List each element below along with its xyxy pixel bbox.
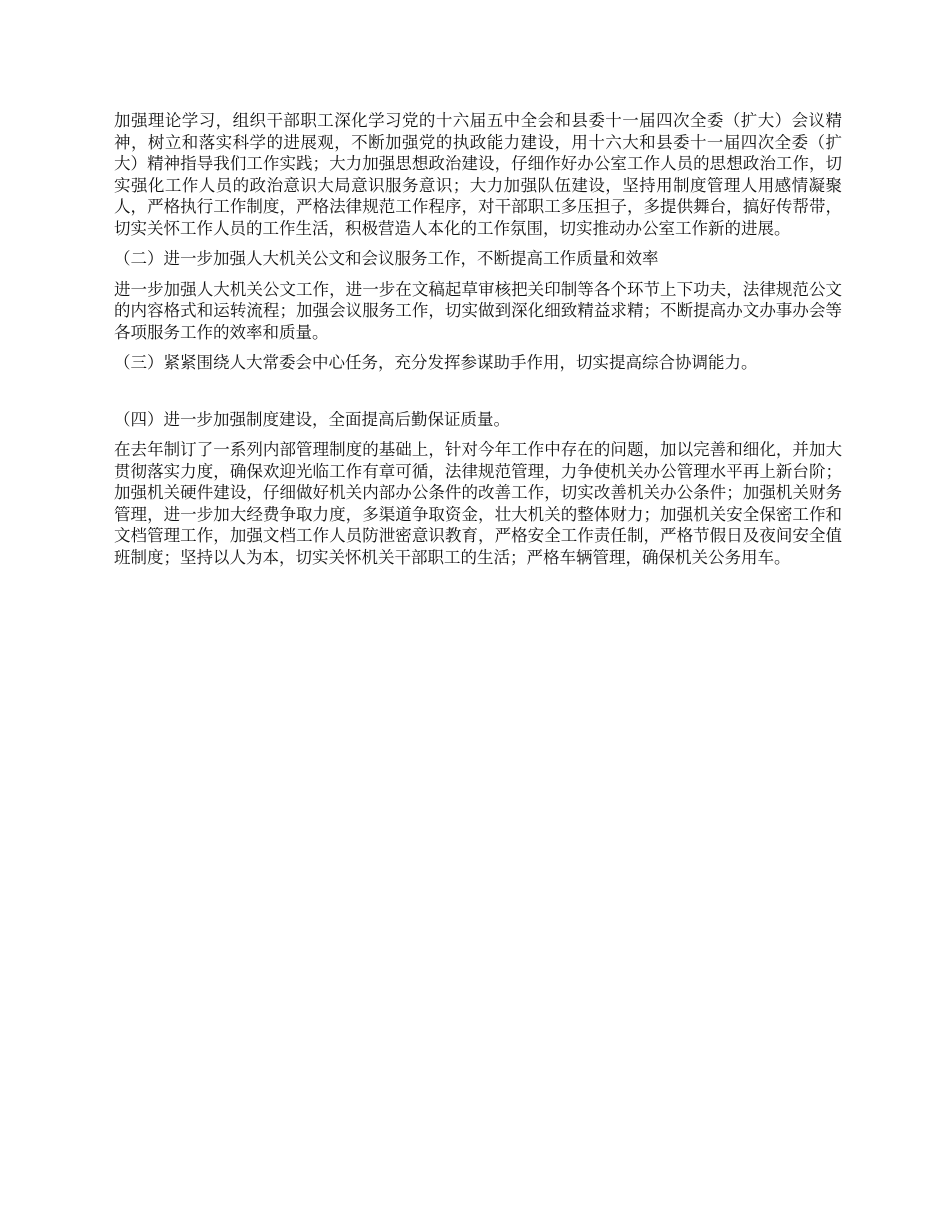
paragraph-document-service: 进一步加强人大机关公文工作，进一步在文稿起草审核把关印制等各个环节上下功夫，法律规范公文的内容格式和运转流程；加强会议服务工作，切实做到深化细致精益求精；不断提高办文办事办会等各项服务工作的效率和质量。 [114, 279, 842, 342]
section-heading-2: （二）进一步加强人大机关公文和会议服务工作，不断提高工作质量和效率 [114, 249, 659, 268]
section-heading-4: （四）进一步加强制度建设，全面提高后勤保证质量。 [114, 409, 510, 429]
section-heading-3: （三）紧紧围绕人大常委会中心任务，充分发挥参谋助手作用，切实提高综合协调能力。 [114, 353, 758, 372]
paragraph-theory-study: 加强理论学习，组织干部职工深化学习党的十六届五中全会和县委十一届四次全委（扩大）会议精神，树立和落实科学的进展观，不断加强党的执政能力建设，用十六大和县委十一届四次全委（扩大）精神指导我们工作实践；大力加强思想政治建设，仔细作好办公室工作人员的思想政治工作，切实强化工作人员的政治意识大局意识服务意识；大力加强队伍建设，坚持用制度管理人用感情凝聚人，严格执行工作制度，严格法律规范工作程序，对干部职工多压担子，多提供舞台，搞好传帮带，切实关怀工作人员的工作生活，积极营造人本化的工作氛围，切实推动办公室工作新的进展。 [114, 111, 842, 238]
paragraph-spacer [114, 343, 842, 352]
paragraph-spacer [114, 430, 842, 439]
section-spacer [114, 374, 842, 409]
paragraph-system-building: 在去年制订了一系列内部管理制度的基础上，针对今年工作中存在的问题，加以完善和细化，并加大贯彻落实力度，确保欢迎光临工作有章可循，法律规范管理，力争使机关办公管理水平再上新台阶；加强机关硬件建设，仔细做好机关内部办公条件的改善工作，切实改善机关办公条件；加强机关财务管理，进一步加大经费争取力度，多渠道争取资金，壮大机关的整体财力；加强机关安全保密工作和文档管理工作，加强文档工作人员防泄密意识教育，严格安全工作责任制，严格节假日及夜间安全值班制度；坚持以人为本，切实关怀机关干部职工的生活；严格车辆管理，确保机关公务用车。 [114, 440, 842, 567]
document-page [114, 110, 842, 568]
paragraph-spacer [114, 270, 842, 279]
paragraph-spacer [114, 239, 842, 248]
